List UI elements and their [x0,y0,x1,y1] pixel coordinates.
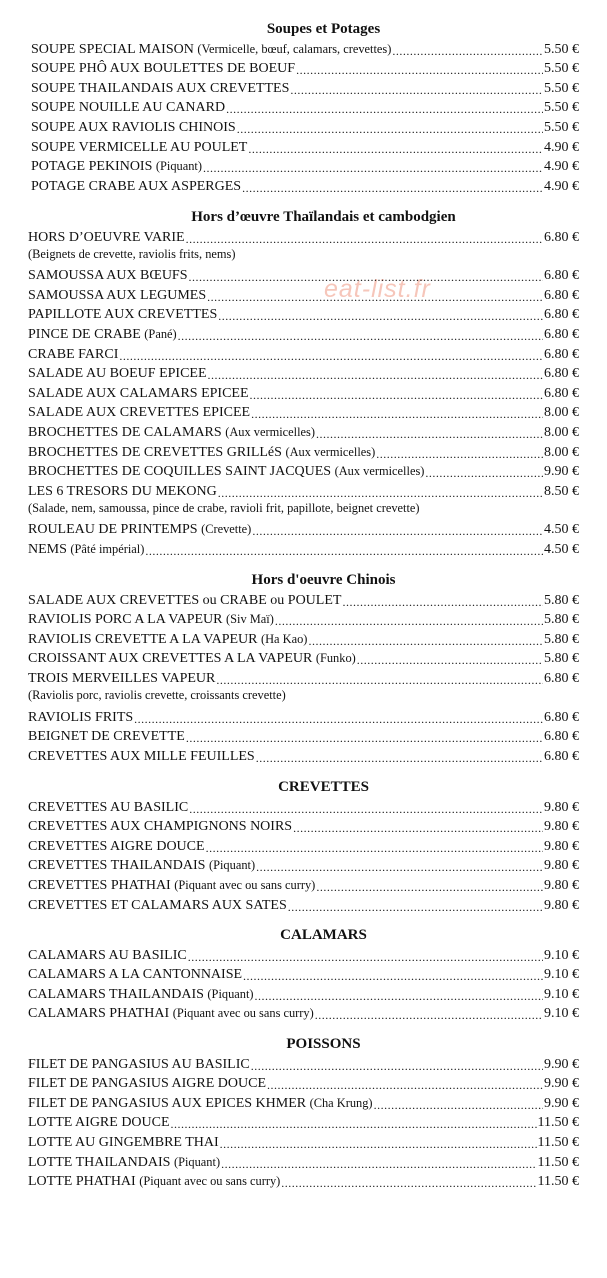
dot-leader [256,751,543,765]
item-list [0,796,579,914]
item-price: 6.80 € [544,670,579,686]
dot-leader [119,349,543,363]
item-detail: (Piquant) [155,159,203,174]
item-name [28,986,254,1003]
item-price: 6.80 € [544,287,579,303]
menu-item [28,323,579,343]
item-title: FILET DE PANGASIUS AIGRE DOUCE [28,1076,267,1092]
dot-leader [267,1078,543,1092]
menu-item [28,343,579,363]
item-title: SOUPE THAILANDAIS AUX CREVETTES [31,80,290,96]
item-detail: (Pané) [144,326,177,341]
dot-leader [255,989,543,1003]
item-title: CREVETTES AIGRE DOUCE [28,838,205,854]
section-title: CALAMARS [280,927,367,943]
watermark: eat-list.fr [324,275,431,303]
dot-leader [252,524,543,538]
item-price: 9.10 € [544,947,579,963]
item-price: 6.80 € [544,748,579,764]
menu-item [31,156,579,176]
item-note: (Salade, nem, samoussa, pince de crabe, ravioli frit, papillote, beignet crevette) [28,500,420,515]
dot-leader [342,595,543,609]
menu-item [28,964,579,984]
dot-leader [316,880,543,894]
menu-item [28,894,579,914]
item-list [0,1053,579,1190]
menu-item [28,363,579,383]
item-price: 6.80 € [544,366,579,382]
section-poissons [0,1035,607,1190]
menu-item [28,421,579,441]
item-price: 6.80 € [544,268,579,284]
dot-leader [178,329,543,343]
dot-leader [374,1098,543,1112]
dot-leader [242,181,543,195]
item-price: 9.10 € [544,986,579,1002]
item-title: CREVETTES ET CALAMARS AUX SATES [28,897,287,913]
section-soupes [0,20,607,195]
item-price: 9.80 € [544,838,579,854]
menu-item [28,1073,579,1093]
item-name [28,484,217,500]
item-note: (Beignets de crevette, raviolis frits, nems) [28,246,236,261]
dot-leader [275,614,543,628]
item-title: SALADE AU BOEUF EPICEE [28,366,207,382]
item-detail: (Aux vermicelles) [334,464,425,479]
menu-item [28,628,579,648]
dot-leader [392,44,543,58]
item-detail: (Piquant avec ou sans curry) [174,877,316,892]
dot-leader [296,63,543,77]
item-title: HORS D’OEUVRE VARIE [28,229,185,245]
item-title: CREVETTES AUX CHAMPIGNONS NOIRS [28,819,293,835]
dot-leader [308,634,543,648]
item-name [28,366,207,382]
menu-item [31,175,579,195]
item-detail: (Piquant avec ou sans curry) [172,1006,314,1021]
item-price: 9.80 € [544,897,579,913]
item-detail: (Siv Maï) [226,612,274,627]
item-detail: (Crevette) [201,522,252,537]
item-name [28,1154,220,1171]
item-name [31,158,202,175]
item-name [28,1173,280,1190]
dot-leader [256,860,543,874]
menu-item [28,382,579,402]
item-title: SOUPE VERMICELLE AU POULET [31,139,248,155]
item-detail: (Pâté impérial) [70,541,145,556]
item-list [0,589,579,765]
item-name [28,800,188,816]
menu-item [28,538,579,558]
item-name [28,386,249,402]
item-price: 11.50 € [537,1154,579,1170]
item-price: 9.90 € [544,464,579,480]
menu-item [28,983,579,1003]
item-name [28,749,255,765]
menu-item [28,402,579,422]
item-name [28,444,375,461]
item-title: CALAMARS PHATHAI [28,1006,170,1022]
item-name [31,61,295,77]
item-title: LOTTE AIGRE DOUCE [28,1115,170,1131]
item-name [28,650,356,667]
dot-leader [248,142,543,156]
menu-item [28,519,579,539]
item-name [31,41,391,58]
item-title: LES 6 TRESORS DU MEKONG [28,483,217,499]
dot-leader [288,900,543,914]
menu-item [28,226,579,246]
dot-leader [357,653,543,667]
menu-item [28,706,579,726]
menu-item [28,648,579,668]
item-price: 9.80 € [544,819,579,835]
dot-leader [293,821,543,835]
section-title: Hors d’œuvre Thaïlandais et cambodgien [191,209,456,225]
item-title: RAVIOLIS PORC A LA VAPEUR [28,612,223,628]
item-detail: (Cha Krung) [309,1095,373,1110]
menu-item [28,667,579,687]
menu-item [28,816,579,836]
item-name [28,631,307,648]
item-price: 6.80 € [544,709,579,725]
item-price: 11.50 € [537,1174,579,1190]
item-title: POTAGE CRABE AUX ASPERGES [31,178,242,194]
item-name [31,140,247,156]
menu-item [28,1151,579,1171]
item-price: 11.50 € [537,1134,579,1150]
item-name [28,1115,170,1131]
item-name [28,541,144,558]
item-title: CRABE FARCI [28,346,119,362]
item-detail: (Aux vermicelles) [285,444,376,459]
item-name [28,463,424,480]
item-price: 5.80 € [544,612,579,628]
menu-item [28,609,579,629]
item-note: (Raviolis porc, raviolis crevette, croissants crevette) [28,687,286,702]
dot-leader [207,290,543,304]
menu-item [31,38,579,58]
dot-leader [216,673,543,687]
item-price: 8.00 € [544,405,579,421]
item-name [28,819,292,835]
dot-leader [290,83,543,97]
dot-leader [221,1157,536,1171]
item-price: 9.90 € [544,1056,579,1072]
item-name [28,1005,314,1022]
item-title: CALAMARS A LA CANTONNAISE [28,967,243,983]
item-title: SALADE AUX CREVETTES EPICEE [28,405,251,421]
item-title: PINCE DE CRABE [28,326,141,342]
item-price: 6.80 € [544,229,579,245]
menu-item [31,136,579,156]
item-detail: (Ha Kao) [260,631,308,646]
item-title: RAVIOLIS CREVETTE A LA VAPEUR [28,631,258,647]
item-name [28,611,274,628]
item-title: BROCHETTES DE CALAMARS [28,424,222,440]
item-name [28,857,255,874]
section-title: POISSONS [286,1036,361,1052]
item-price: 5.50 € [544,119,579,135]
menu-item [31,97,579,117]
section-title: CREVETTES [278,779,369,795]
item-title: CALAMARS AU BASILIC [28,947,187,963]
item-price: 11.50 € [537,1115,579,1131]
dot-leader [315,1008,543,1022]
dot-leader [281,1176,536,1190]
item-price: 5.80 € [544,651,579,667]
dot-leader [376,447,543,461]
item-title: POTAGE PEKINOIS [31,159,153,175]
dot-leader [243,969,543,983]
menu-item [28,796,579,816]
dot-leader [237,122,543,136]
item-title: CROISSANT AUX CREVETTES A LA VAPEUR [28,651,313,667]
item-title: FILET DE PANGASIUS AU BASILIC [28,1056,250,1072]
dot-leader [206,841,543,855]
item-name [28,671,215,687]
item-name [28,405,250,421]
item-name [28,1095,373,1112]
item-title: LOTTE PHATHAI [28,1174,136,1190]
menu-item [28,1131,579,1151]
menu-item [28,1112,579,1132]
menu-item [31,116,579,136]
item-name [28,877,315,894]
item-price: 9.90 € [544,1076,579,1092]
item-title: PAPILLOTE AUX CREVETTES [28,307,218,323]
item-price: 5.50 € [544,80,579,96]
item-name [31,179,241,195]
item-detail: (Piquant) [208,858,256,873]
section-calamars [0,926,607,1022]
menu-item [31,77,579,97]
item-title: TROIS MERVEILLES VAPEUR [28,670,216,686]
menu-item [28,726,579,746]
item-title: NEMS [28,541,67,557]
menu-item [28,589,579,609]
item-price: 9.10 € [544,1006,579,1022]
item-detail: (Funko) [315,651,356,666]
item-price: 6.80 € [544,385,579,401]
menu-item [28,461,579,481]
dot-leader [188,950,543,964]
item-title: CREVETTES THAILANDAIS [28,858,206,874]
item-name [28,839,205,855]
item-title: SOUPE AUX RAVIOLIS CHINOIS [31,119,236,135]
item-name [28,230,185,246]
item-list [0,944,579,1022]
item-price: 6.80 € [544,729,579,745]
item-name [28,326,177,343]
item-price: 5.50 € [544,41,579,57]
item-title: LOTTE THAILANDAIS [28,1154,171,1170]
item-price: 6.80 € [544,307,579,323]
dot-leader [208,368,543,382]
menu-item [28,1092,579,1112]
item-title: CREVETTES AU BASILIC [28,799,189,815]
item-detail: (Piquant) [207,986,254,1001]
item-price: 6.80 € [544,326,579,342]
item-price: 8.00 € [544,424,579,440]
item-title: SOUPE SPECIAL MAISON [31,41,194,57]
section-title: Soupes et Potages [266,21,381,37]
item-name [28,268,188,284]
item-title: CREVETTES AUX MILLE FEUILLES [28,748,255,764]
item-price: 9.80 € [544,858,579,874]
item-title: SOUPE NOUILLE AU CANARD [31,100,226,116]
item-title: SAMOUSSA AUX BŒUFS [28,268,188,284]
item-name [28,424,315,441]
dot-leader [186,232,543,246]
menu-item [28,1171,579,1191]
item-title: BROCHETTES DE CREVETTES GRILLéS [28,444,282,460]
menu-item [31,58,579,78]
dot-leader [203,161,543,175]
item-title: LOTTE AU GINGEMBRE THAI [28,1134,219,1150]
menu-item [28,944,579,964]
item-title: SOUPE PHÔ AUX BOULETTES DE BOEUF [31,61,296,77]
menu-item [28,480,579,500]
item-name [28,593,341,609]
item-name [28,710,133,726]
item-title: BEIGNET DE CREVETTE [28,729,185,745]
menu-item [28,284,579,304]
item-detail: (Piquant) [173,1154,221,1169]
item-name [31,81,289,97]
menu-item [28,265,579,285]
item-name [28,307,217,323]
item-price: 8.00 € [544,444,579,460]
item-title: RAVIOLIS FRITS [28,709,134,725]
item-price: 4.50 € [544,522,579,538]
item-title: SAMOUSSA AUX LEGUMES [28,287,207,303]
section-crevettes [0,778,607,914]
dot-leader [251,1059,543,1073]
dot-leader [218,486,543,500]
item-name [31,100,225,116]
item-name [28,948,187,964]
item-list [0,226,579,558]
section-hors-chinois [0,571,607,765]
item-price: 5.80 € [544,592,579,608]
item-detail: (Piquant avec ou sans curry) [139,1174,281,1189]
dot-leader [189,270,543,284]
item-name [28,1076,266,1092]
item-name [28,1057,250,1073]
dot-leader [186,731,543,745]
dot-leader [226,102,543,116]
dot-leader [250,388,543,402]
dot-leader [220,1137,537,1151]
item-name [28,347,118,363]
item-title: FILET DE PANGASIUS AUX EPICES KHMER [28,1095,307,1111]
item-price: 4.90 € [544,139,579,155]
item-title: BROCHETTES DE COQUILLES SAINT JACQUES [28,464,332,480]
item-name [28,729,185,745]
item-price: 5.80 € [544,631,579,647]
menu-item [28,1003,579,1023]
item-name [28,898,287,914]
item-detail: (Aux vermicelles) [225,424,315,439]
item-price: 8.50 € [544,483,579,499]
menu-item [28,874,579,894]
item-title: SALADE AUX CALAMARS EPICEE [28,385,249,401]
item-price: 5.50 € [544,100,579,116]
section-hors-thai [0,208,607,558]
section-title: Hors d'oeuvre Chinois [251,572,396,588]
dot-leader [218,309,543,323]
item-price: 9.80 € [544,877,579,893]
item-title: CALAMARS THAILANDAIS [28,986,204,1002]
dot-leader [134,712,543,726]
item-name [28,967,242,983]
dot-leader [145,544,543,558]
item-price: 6.80 € [544,346,579,362]
item-name [28,288,206,304]
item-list [0,38,579,195]
menu-item [28,304,579,324]
menu-item [28,835,579,855]
item-price: 4.50 € [544,541,579,557]
item-price: 9.80 € [544,799,579,815]
item-price: 4.90 € [544,159,579,175]
item-detail: (Vermicelle, bœuf, calamars, crevettes) [197,41,392,56]
dot-leader [316,427,543,441]
dot-leader [189,802,543,816]
dot-leader [171,1117,537,1131]
item-name [28,521,251,538]
item-price: 9.10 € [544,967,579,983]
item-title: CREVETTES PHATHAI [28,877,171,893]
item-title: SALADE AUX CREVETTES ou CRABE ou POULET [28,592,342,608]
menu-item [28,745,579,765]
item-price: 5.50 € [544,61,579,77]
dot-leader [425,466,543,480]
item-price: 9.90 € [544,1095,579,1111]
menu-item [28,1053,579,1073]
menu-item [28,441,579,461]
item-price: 4.90 € [544,178,579,194]
item-name [28,1135,219,1151]
item-name [31,120,236,136]
item-title: ROULEAU DE PRINTEMPS [28,522,198,538]
dot-leader [251,407,543,421]
menu-item [28,855,579,875]
